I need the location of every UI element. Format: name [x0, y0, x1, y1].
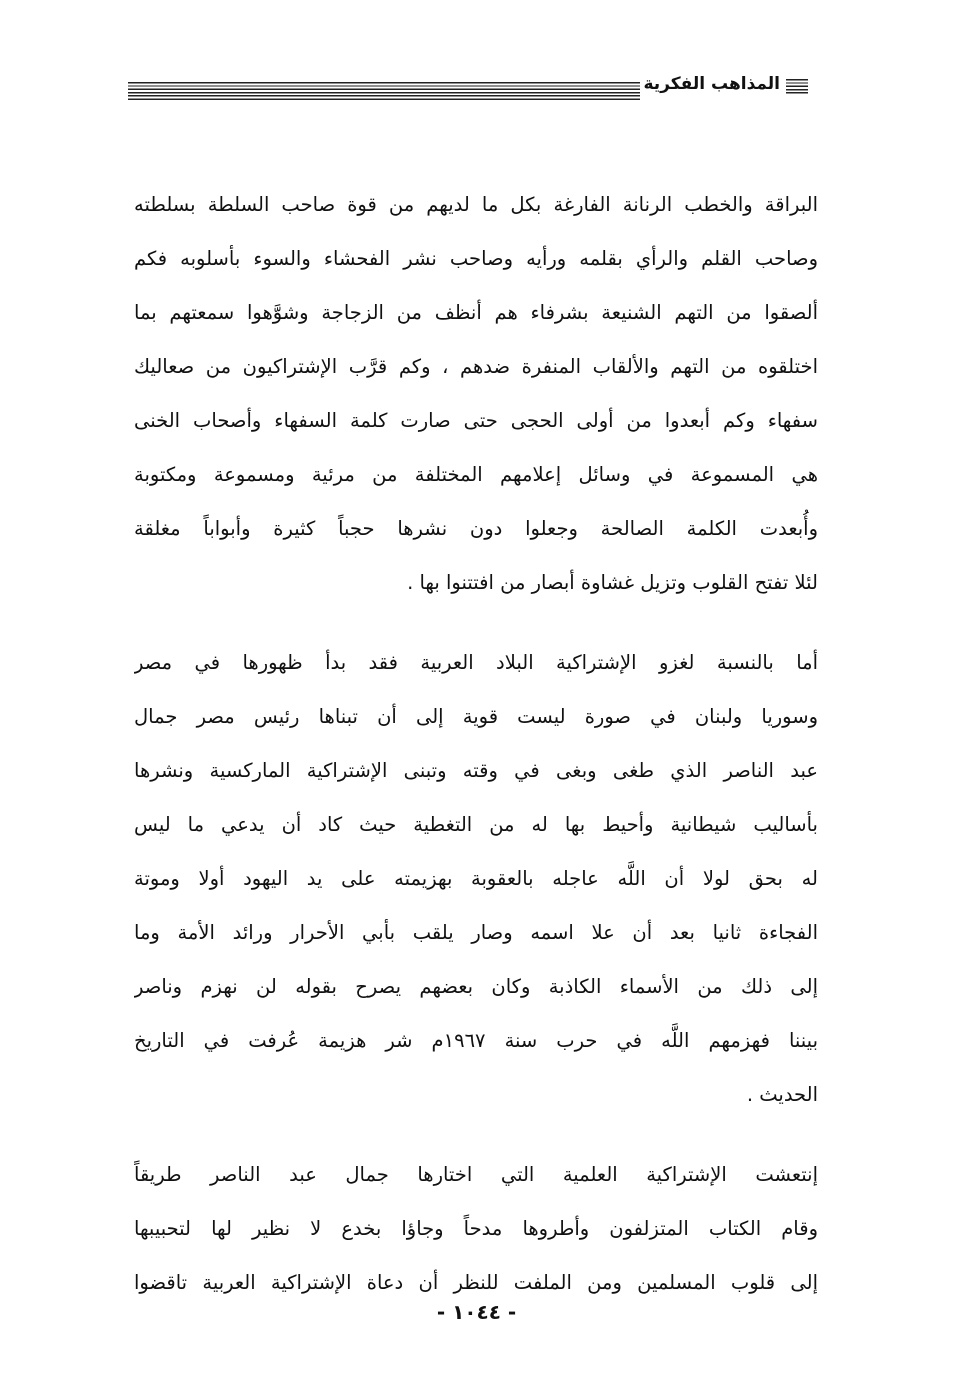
- text-line: إلى ذلك من الأسماء الكاذبة وكان بعضهم يصرح بقوله لن نهزم وناصر: [134, 975, 818, 998]
- text-line: وسوريا ولبنان في صورة ليست قوية إلى أن تبناها رئيس مصر جمال: [134, 705, 818, 728]
- text-line: أما بالنسبة لغزو الإشتراكية البلاد العربية فقد بدأ ظهورها في مصر: [134, 651, 818, 674]
- page-body: [134, 178, 818, 1310]
- text-line: هي المسموعة في وسائل إعلامهم المختلفة من مرئية ومسموعة ومكتوبة: [134, 463, 818, 486]
- text-line: بأساليب شيطانية وأحيط بها له من التغطية حيث كاد أن يدعي ما ليس: [134, 813, 818, 836]
- header-lines-icon: [786, 79, 808, 95]
- header-title: المذاهب الفكرية: [643, 74, 780, 94]
- text-line: إنتعشت الإشتراكية العلمية التي اختارها جمال عبد الناصر طريقاً: [134, 1163, 818, 1186]
- paragraph-1: [134, 178, 818, 610]
- header-decorative-rules: [128, 82, 640, 102]
- text-line: البراقة والخطب الرنانة الفارغة بكل ما لديهم من قوة صاحب السلطة بسلطته: [134, 193, 818, 216]
- text-line: عبد الناصر الذي طغى وبغى في وقته وتبنى الإشتراكية الماركسية ونشرها: [134, 759, 818, 782]
- text-line: ألصقوا من التهم الشنيعة بشرفاء هم أنظف من الزجاجة وشوَّهوا سمعتهم بما: [134, 301, 818, 324]
- text-line: سفهاء وكم أبعدوا من أولى الحجى حتى صارت كلمة السفهاء وأصحاب الخنى: [134, 409, 818, 432]
- text-line: وقام الكتاب المتزلفون وأطروها مدحاً وجاؤا بخدع لا نظير لها لتحبيبها: [134, 1217, 818, 1240]
- page-number: - ١٠٤٤ -: [436, 1300, 517, 1324]
- text-line: وصاحب القلم والرأي بقلمه ورأيه وصاحب نشر الفحشاء والسوء بأسلوبه فكم: [134, 247, 818, 270]
- text-line: إلى قلوب المسلمين ومن الملفت للنظر أن دعاة الإشتراكية العربية تاقضوا: [134, 1271, 818, 1294]
- paragraph-2: [134, 636, 818, 1122]
- text-line: له بحق لولا أن اللَّه عاجله بالعقوبة بهزيمته على يد اليهود أولا وموتة: [134, 867, 818, 890]
- paragraph-3: [134, 1148, 818, 1310]
- text-line: اختلقوه من التهم والألقاب المنفرة ضدهم ، وكم قرَّب الإشتراكيون من صعاليك: [134, 355, 818, 378]
- text-line: لئلا تفتح القلوب وتزيل غشاوة أبصار من افتتنوا بها .: [407, 571, 818, 594]
- text-line: الحديث .: [746, 1083, 818, 1106]
- text-line: وأُبعدت الكلمة الصالحة وجعلوا دون نشرها حجباً كثيرة وأبواباً مغلقة: [134, 517, 818, 540]
- running-header: [128, 68, 808, 102]
- text-line: بيننا فهزمهم اللَّه في حرب سنة ١٩٦٧م شر هزيمة عُرفت في التاريخ: [134, 1029, 818, 1052]
- text-line: الفجاءة ثانيا بعد أن علا اسمه وصار يلقب بأبي الأحرار ورائد الأمة وما: [134, 921, 818, 944]
